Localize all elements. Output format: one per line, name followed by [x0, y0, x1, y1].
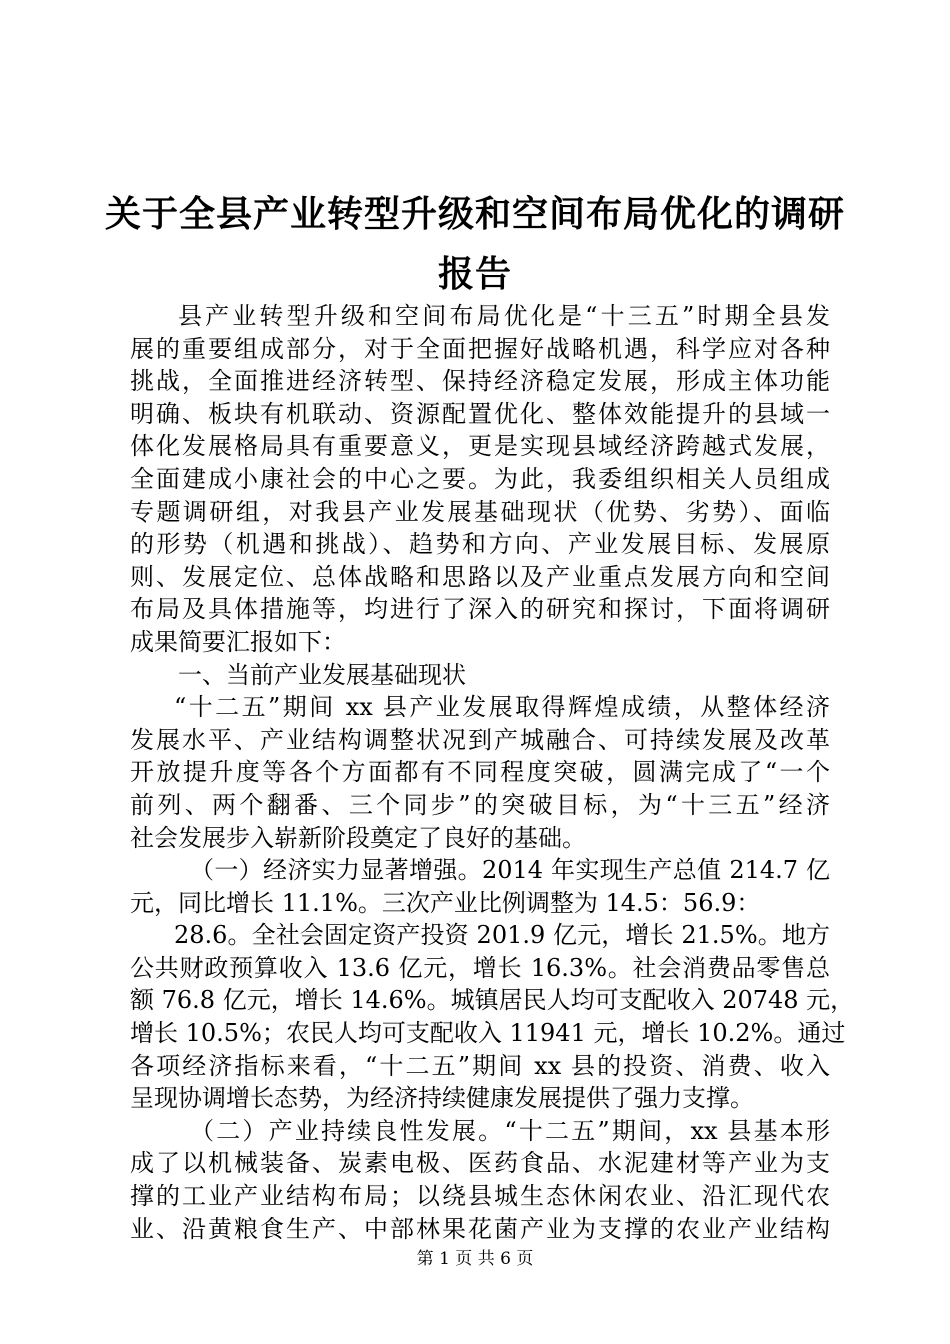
paragraph-line: 开放提升度等各个方面都有不同程度突破，圆满完成了“一个 — [130, 758, 830, 787]
paragraph-line: 额 76.8 亿元，增长 14.6%。城镇居民人均可支配收入 20748 元， — [130, 986, 855, 1015]
paragraph-line: 县产业转型升级和空间布局优化是“十三五”时期全县发 — [178, 302, 830, 330]
paragraph-line: 元，同比增长 11.1%。三次产业比例调整为 14.5：56.9： — [130, 888, 761, 917]
paragraph-line: 各项经济指标来看，“十二五”期间 xx 县的投资、消费、收入 — [130, 1051, 830, 1080]
page-footer: 第 1 页 共 6 页 — [416, 1249, 534, 1269]
paragraph-line: 撑的工业产业结构布局；以绕县城生态休闲农业、沿汇现代农 — [130, 1182, 830, 1211]
paragraph-line: 28.6。全社会固定资产投资 201.9 亿元，增长 21.5%。地方 — [174, 921, 830, 950]
paragraph-line: 成了以机械装备、炭素电极、医药食品、水泥建材等产业为支 — [130, 1149, 830, 1178]
paragraph-line: 发展水平、产业结构调整状况到产城融合、可持续发展及改革 — [130, 725, 830, 754]
paragraph-line: 展的重要组成部分，对于全面把握好战略机遇，科学应对各种 — [130, 334, 830, 363]
paragraph-line: 明确、板块有机联动、资源配置优化、整体效能提升的县域一 — [130, 399, 830, 428]
subsection-line: （一）经济实力显著增强。2014 年实现生产总值 214.7 亿 — [190, 856, 830, 885]
section-heading: 一、当前产业发展基础现状 — [178, 660, 466, 689]
paragraph-line: “十二五”期间 xx 县产业发展取得辉煌成绩，从整体经济 — [174, 693, 830, 722]
paragraph-line: 专题调研组，对我县产业发展基础现状（优势、劣势）、面临 — [130, 497, 830, 526]
paragraph-line: 呈现协调增长态势，为经济持续健康发展提供了强力支撑。 — [130, 1084, 754, 1113]
subsection-line: （二）产业持续良性发展。“十二五”期间，xx 县基本形 — [190, 1116, 830, 1145]
paragraph-line: 布局及具体措施等，均进行了深入的研究和探讨，下面将调研 — [130, 595, 830, 624]
paragraph-line: 成果简要汇报如下： — [130, 627, 346, 656]
paragraph-line: 则、发展定位、总体战略和思路以及产业重点发展方向和空间 — [130, 562, 830, 591]
paragraph-line: 全面建成小康社会的中心之要。为此，我委组织相关人员组成 — [130, 464, 830, 493]
paragraph-line: 的形势（机遇和挑战）、趋势和方向、产业发展目标、发展原 — [130, 530, 830, 559]
paragraph-line: 挑战，全面推进经济转型、保持经济稳定发展，形成主体功能 — [130, 367, 830, 396]
paragraph-line: 体化发展格局具有重要意义，更是实现县域经济跨越式发展， — [130, 432, 830, 461]
paragraph-line: 前列、两个翻番、三个同步”的突破目标，为“十三五”经济 — [130, 790, 830, 819]
document-body — [130, 300, 855, 1245]
paragraph-line: 公共财政预算收入 13.6 亿元，增长 16.3%。社会消费品零售总 — [130, 953, 830, 982]
document-title-line-1: 关于全县产业转型升级和空间布局优化的调研 — [104, 194, 845, 235]
paragraph-line: 增长 10.5%；农民人均可支配收入 11941 元，增长 10.2%。通过 — [130, 1019, 846, 1048]
paragraph-line: 业、沿黄粮食生产、中部林果花菌产业为支撑的农业产业结构 — [130, 1214, 830, 1243]
document-title-line-2: 报告 — [437, 254, 512, 295]
paragraph-line: 社会发展步入崭新阶段奠定了良好的基础。 — [130, 823, 586, 852]
